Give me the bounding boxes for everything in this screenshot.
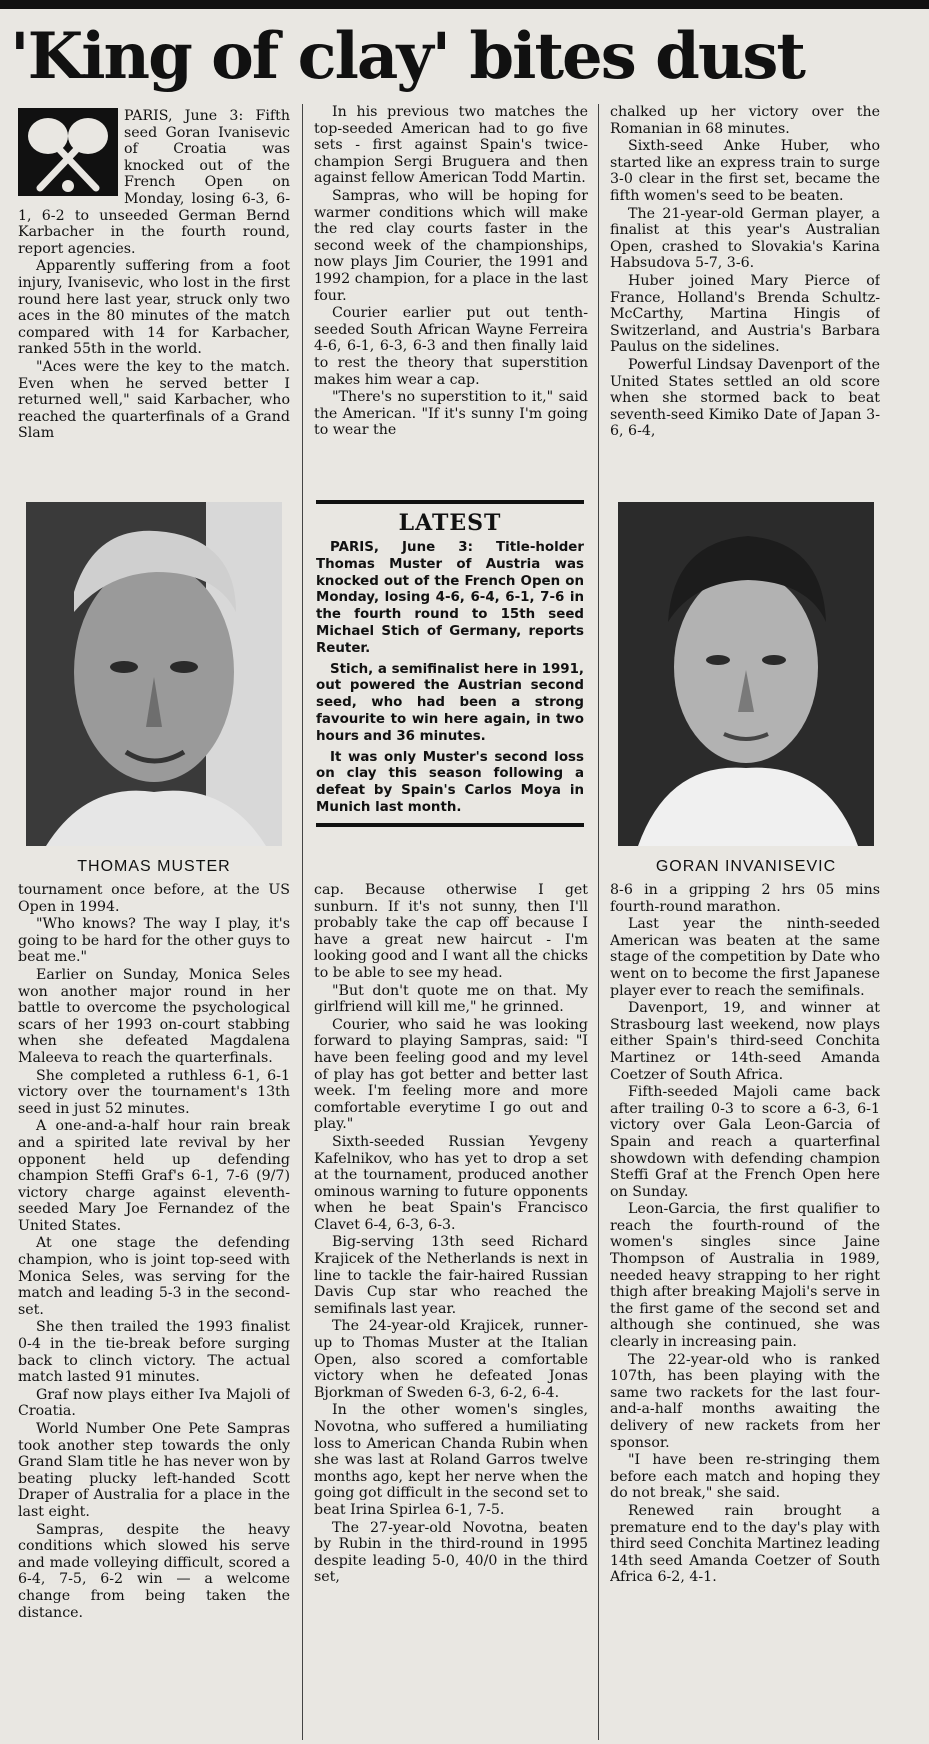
- paragraph: Sixth-seed Anke Huber, who started like an express train to surge 3-0 clear in the first set, became the fifth women's seed to be beaten.: [610, 138, 880, 204]
- top-rule: [0, 0, 929, 9]
- latest-paragraph: PARIS, June 3: Title-holder Thomas Muster of Austria was knocked out of the French Open on Monday, losing 4-6, 6-4, 6-1, 7-6 in the fourth round to 15th seed Michael Stich of Germany, reports Reuter.: [316, 540, 584, 656]
- goran-ivanisevic-photo: [618, 502, 874, 846]
- column-3-top: [610, 104, 880, 496]
- paragraph: A one-and-a-half hour rain break and a spirited late revival by her opponent held up defending champion Steffi Graf's 6-1, 7-6 (9/7) victory charge against eleventh-seeded Mary Joe Fernandez of the United States.: [18, 1118, 290, 1234]
- paragraph: "But don't quote me on that. My girlfriend will kill me," he grinned.: [314, 982, 588, 1016]
- paragraph: She completed a ruthless 6-1, 6-1 victory over the tournament's 13th seed in just 52 minutes.: [18, 1067, 290, 1117]
- column-1-top: [18, 108, 290, 500]
- column-divider: [598, 104, 599, 1740]
- paragraph: PARIS, June 3: Fifth seed Goran Ivanisevic of Croatia was knocked out of the French Open on Monday, losing 6-3, 6-1, 6-2 to unseeded German Bernd Karbacher in the fourth round, report agencies.: [18, 108, 290, 257]
- paragraph: Last year the ninth-seeded American was beaten at the same stage of the competition by Date who went on to become the first Japanese player ever to reach the semifinals.: [610, 916, 880, 999]
- paragraph: Powerful Lindsay Davenport of the United States settled an old score when she stormed back to beat seventh-seed Kimiko Date of Japan 3-6, 6-4,: [610, 356, 880, 440]
- paragraph: In his previous two matches the top-seeded American had to go five sets - first against Spain's twice-champion Sergi Bruguera and then against fellow American Todd Martin.: [314, 104, 588, 187]
- box-bottom-rule: [316, 823, 584, 827]
- paragraph: Apparently suffering from a foot injury, Ivanisevic, who lost in the first round here last year, struck only two aces in the 80 minutes of the match compared with 14 for Karbacher, ranked 55th in the world.: [18, 258, 290, 358]
- column-2-top: [314, 104, 588, 496]
- paragraph: The 21-year-old German player, a finalist at this year's Australian Open, crashed to Slovakia's Karina Habsudova 5-7, 3-6.: [610, 205, 880, 272]
- paragraph: Graf now plays either Iva Majoli of Croatia.: [18, 1386, 290, 1420]
- latest-title: LATEST: [398, 510, 502, 536]
- paragraph: 8-6 in a gripping 2 hrs 05 mins fourth-round marathon.: [610, 882, 880, 915]
- column-divider: [302, 104, 303, 1740]
- paragraph: "There's no superstition to it," said the American. "If it's sunny I'm going to wear the: [314, 389, 588, 439]
- column-3-bottom: [610, 882, 880, 1740]
- paragraph: "Who knows? The way I play, it's going to be hard for the other guys to beat me.": [18, 916, 290, 966]
- photo-caption: GORAN INVANISEVIC: [655, 858, 837, 875]
- paragraph: The 22-year-old who is ranked 107th, has been playing with the same two rackets for the last four-and-a-half months awaiting the delivery of new rackets from her sponsor.: [610, 1351, 880, 1451]
- tennis-rackets-icon: [18, 108, 118, 196]
- paragraph: "Aces were the key to the match. Even when he served better I returned well," said Karbacher, who reached the quarterfinals of a Grand Slam: [18, 358, 290, 442]
- paragraph: Big-serving 13th seed Richard Krajicek of the Netherlands is next in line to tackle the fair-haired Russian Davis Cup star who reached the semifinals last year.: [314, 1234, 588, 1317]
- thomas-muster-photo: [26, 502, 282, 846]
- headline: 'King of clay' bites dust: [10, 19, 804, 94]
- latest-paragraph: Stich, a semifinalist here in 1991, out powered the Austrian second seed, who had been a strong favourite to win here again, in two hours and 36 minutes.: [316, 661, 584, 744]
- box-top-rule: [316, 500, 584, 504]
- latest-box: [316, 500, 584, 870]
- paragraph: Davenport, 19, and winner at Strasbourg last weekend, now plays either Spain's third-seed Conchita Martinez or 14th-seed Amanda Coetzer of South Africa.: [610, 1000, 880, 1083]
- paragraph: Leon-Garcia, the first qualifier to reach the fourth-round of the women's singles since Jaine Thompson of Australia in 1989, needed heavy strapping to her right thigh after breaking Majoli's serve in the first game of the second set and although she continued, she was clearly in increasing pain.: [610, 1201, 880, 1351]
- column-1-bottom: [18, 882, 290, 1740]
- paragraph: Huber joined Mary Pierce of France, Holland's Brenda Schultz-McCarthy, Martina Hingis of Switzerland, and Austria's Barbara Paulus on the sidelines.: [610, 272, 880, 356]
- paragraph: Sixth-seeded Russian Yevgeny Kafelnikov, who has yet to drop a set at the tournament, produced another ominous warning to future opponents when he beat Spain's Francisco Clavet 6-4, 6-3, 6-3.: [314, 1133, 588, 1233]
- paragraph: She then trailed the 1993 finalist 0-4 in the tie-break before surging back to clinch victory. The actual match lasted 91 minutes.: [18, 1319, 290, 1386]
- paragraph: chalked up her victory over the Romanian in 68 minutes.: [610, 104, 880, 137]
- column-2-bottom: [314, 882, 588, 1740]
- paragraph: Sampras, who will be hoping for warmer conditions which will make the red clay courts faster in the second week of the championships, now plays Jim Courier, the 1991 and 1992 champion, for a place in the last four.: [314, 187, 588, 304]
- paragraph: The 24-year-old Krajicek, runner-up to Thomas Muster at the Italian Open, also scored a comfortable victory when he defeated Jonas Bjorkman of Sweden 6-3, 6-2, 6-4.: [314, 1318, 588, 1401]
- photo-caption: THOMAS MUSTER: [77, 858, 231, 875]
- paragraph: World Number One Pete Sampras took another step towards the only Grand Slam title he has never won by beating plucky left-handed Scott Draper of Australia for a place in the last eight.: [18, 1421, 290, 1520]
- paragraph: "I have been re-stringing them before each match and hoping they do not break," she said.: [610, 1452, 880, 1502]
- paragraph: The 27-year-old Novotna, beaten by Rubin in the third-round in 1995 despite leading 5-0, 40/0 in the third set,: [314, 1519, 588, 1586]
- paragraph: Fifth-seeded Majoli came back after trailing 0-3 to score a 6-3, 6-1 victory over Gala Leon-Garcia of Spain and reach a quarterfinal showdown with defending champion Steffi Graf at the French Open here on Sunday.: [610, 1084, 880, 1200]
- paragraph: At one stage the defending champion, who is joint top-seed with Monica Seles, was serving for the match and leading 5-3 in the second-set.: [18, 1235, 290, 1318]
- latest-paragraph: It was only Muster's second loss on clay this season following a defeat by Spain's Carlos Moya in Munich last month.: [316, 749, 584, 815]
- paragraph: tournament once before, at the US Open in 1994.: [18, 882, 290, 915]
- paragraph: Courier, who said he was looking forward to playing Sampras, said: "I have been feeling good and my level of play has got better and better last week. I'm feeling more and more comfortable everytime I go out and play.": [314, 1016, 588, 1133]
- paragraph: Renewed rain brought a premature end to the day's play with third seed Conchita Martinez leading 14th seed Amanda Coetzer of South Africa 6-2, 4-1.: [610, 1502, 880, 1586]
- paragraph: In the other women's singles, Novotna, who suffered a humiliating loss to American Chanda Rubin when she was last at Roland Garros twelve months ago, kept her nerve when the going got difficult in the second set to beat Irina Spirlea 6-1, 7-5.: [314, 1402, 588, 1518]
- paragraph: Earlier on Sunday, Monica Seles won another major round in her battle to overcome the psychological scars of her 1993 on-court stabbing when she defeated Magdalena Maleeva to reach the quarterfinals.: [18, 966, 290, 1066]
- paragraph: cap. Because otherwise I get sunburn. If it's not sunny, then I'll probably take the cap off because I have a great new haircut - I'm looking good and I want all the chicks to be able to see my head.: [314, 882, 588, 981]
- paragraph: Courier earlier put out tenth-seeded South African Wayne Ferreira 4-6, 6-1, 6-3, 6-3 and then finally laid to rest the theory that superstition makes him wear a cap.: [314, 305, 588, 388]
- paragraph: Sampras, despite the heavy conditions which slowed his serve and made volleying difficult, scored a 6-4, 7-5, 6-2 win — a welcome change from being taken the distance.: [18, 1521, 290, 1621]
